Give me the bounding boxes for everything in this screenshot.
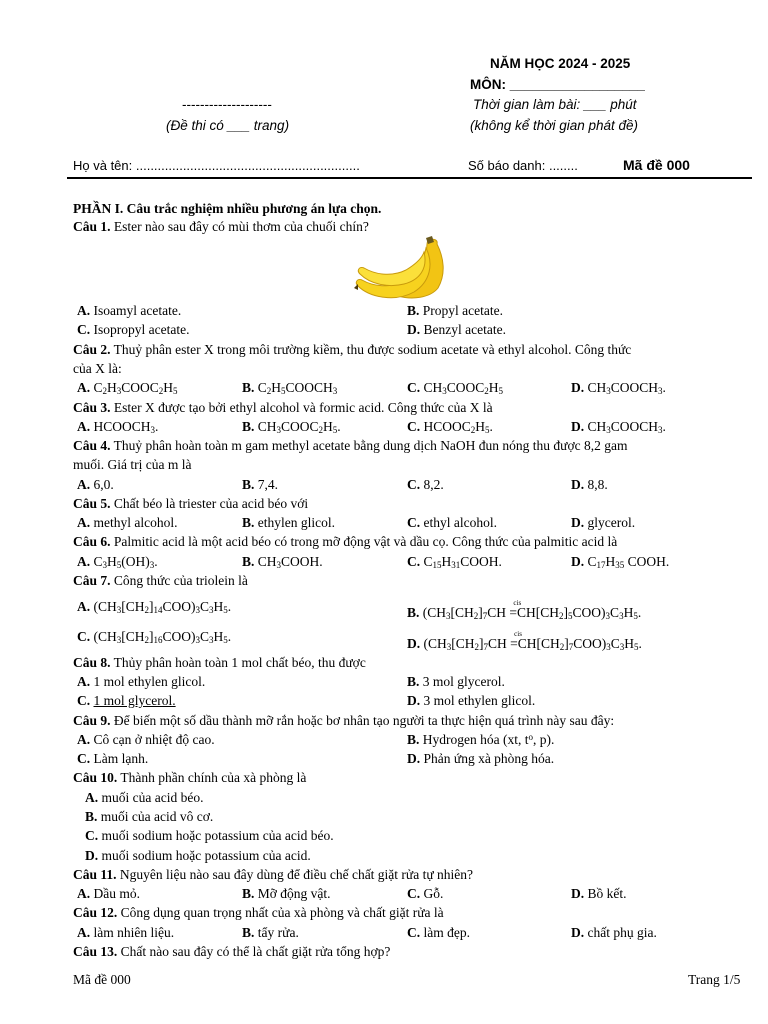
question-5: Câu 5. Chất béo là triester của acid béo với: [73, 496, 309, 511]
header-dashes: --------------------: [182, 97, 272, 112]
footer-exam-code: Mã đề 000: [73, 972, 131, 987]
banana-image: [350, 234, 450, 302]
pages-note: (Đề thi có ___ trang): [166, 118, 290, 133]
student-id-field: Số báo danh: ........: [468, 158, 578, 173]
question-8: Câu 8. Thủy phân hoàn toàn 1 mol chất béo, thu được: [73, 655, 366, 670]
q4-option-b[interactable]: B. 7,4.: [242, 477, 279, 492]
q1-option-a[interactable]: A. Isoamyl acetate.: [77, 303, 182, 318]
subject-field: MÔN: __________________: [470, 77, 645, 92]
name-field: Họ và tên: ..............................................................: [73, 158, 360, 173]
q2-option-c[interactable]: C. $CH_3COOC_2H_5$: [407, 380, 504, 396]
q6-option-d[interactable]: D. $C_{17}H_{35}$ COOH.: [571, 554, 670, 570]
q12-option-a[interactable]: A. làm nhiên liệu.: [77, 925, 175, 940]
question-3: Câu 3. Ester X được tạo bởi ethyl alcohol và formic acid. Công thức của X là: [73, 400, 493, 415]
question-2: Câu 2. Thuỷ phân ester X trong môi trường kiềm, thu được sodium acetate và ethyl alcohol. Công thức: [73, 342, 632, 357]
q9-option-a[interactable]: A. Cô cạn ở nhiệt độ cao.: [77, 732, 215, 747]
q7-option-d[interactable]: D. ($CH_3[CH_2]_7CH$ cis $=CH[CH_2]_7COO)_3C_3H_5$.: [407, 634, 753, 653]
time-note: (không kể thời gian phát đề): [470, 118, 639, 133]
q4-option-c[interactable]: C. 8,2.: [407, 477, 444, 492]
question-1: Câu 1. Ester nào sau đây có mùi thơm của chuối chín?: [73, 219, 369, 234]
q11-option-b[interactable]: B. Mỡ động vật.: [242, 886, 331, 901]
q11-option-c[interactable]: C. Gỗ.: [407, 886, 444, 901]
q7-option-c[interactable]: C. $(CH_3[CH_2]_{16}COO)_3C_3H_5$.: [77, 629, 232, 645]
q5-option-d[interactable]: D. glycerol.: [571, 515, 636, 530]
q2-option-a[interactable]: A. $C_2H_3COOC_2H_5$: [77, 380, 178, 396]
q9-option-d[interactable]: D. Phản ứng xà phòng hóa.: [407, 751, 555, 766]
cis-label: cis: [513, 599, 522, 607]
question-7: Câu 7. Công thức của triolein là: [73, 573, 248, 588]
q5-option-c[interactable]: C. ethyl alcohol.: [407, 515, 497, 530]
q11-option-a[interactable]: A. Dầu mỏ.: [77, 886, 140, 901]
section-title: PHẦN I. Câu trắc nghiệm nhiều phương án lựa chọn.: [73, 201, 382, 216]
q3-option-d[interactable]: D. $CH_3COOCH_3$.: [571, 419, 666, 435]
q8-option-a[interactable]: A. 1 mol ethylen glicol.: [77, 674, 206, 689]
q5-option-a[interactable]: A. methyl alcohol.: [77, 515, 178, 530]
q5-option-b[interactable]: B. ethylen glicol.: [242, 515, 335, 530]
question-11: Câu 11. Nguyên liệu nào sau đây dùng để điều chế chất giặt rửa tự nhiên?: [73, 867, 474, 882]
q8-option-d[interactable]: D. 3 mol ethylen glicol.: [407, 693, 536, 708]
question-4-cont: muối. Giá trị của m là: [73, 457, 192, 472]
time-limit: Thời gian làm bài: ___ phút: [473, 97, 637, 112]
q10-option-a[interactable]: A. muối của acid béo.: [85, 790, 204, 805]
q3-option-a[interactable]: A. $HCOOCH_3$.: [77, 419, 159, 435]
q2-option-d[interactable]: D. $CH_3COOCH_3$.: [571, 380, 666, 396]
footer-page-number: Trang 1/5: [688, 972, 741, 987]
q1-option-b[interactable]: B. Propyl acetate.: [407, 303, 503, 318]
q6-option-b[interactable]: B. $CH_3COOH$.: [242, 554, 323, 570]
q8-option-c[interactable]: C. 1 mol glycerol.: [77, 693, 176, 708]
q11-option-d[interactable]: D. Bồ kết.: [571, 886, 627, 901]
q4-option-a[interactable]: A. 6,0.: [77, 477, 114, 492]
q10-option-d[interactable]: D. muối sodium hoặc potassium của acid.: [85, 848, 311, 863]
q6-option-a[interactable]: A. $C_3H_5(OH)_3$.: [77, 554, 158, 570]
school-year: NĂM HỌC 2024 - 2025: [490, 56, 631, 71]
question-9: Câu 9. Để biến một số dầu thành mỡ rắn hoặc bơ nhân tạo người ta thực hiện quá trình này sau đây:: [73, 713, 615, 728]
q7-option-a[interactable]: A. $(CH_3[CH_2]_{14}COO)_3C_3H_5$.: [77, 599, 232, 615]
q6-option-c[interactable]: C. $C_{15}H_{31}COOH$.: [407, 554, 502, 570]
question-10: Câu 10. Thành phần chính của xà phòng là: [73, 770, 307, 785]
question-12: Câu 12. Công dụng quan trọng nhất của xà phòng và chất giặt rửa là: [73, 905, 444, 920]
q1-option-d[interactable]: D. Benzyl acetate.: [407, 322, 506, 337]
q12-option-b[interactable]: B. tẩy rửa.: [242, 925, 299, 940]
q3-option-b[interactable]: B. $CH_3COOC_2H_5$.: [242, 419, 341, 435]
header-divider: [67, 177, 752, 179]
q3-option-c[interactable]: C. $HCOOC_2H_5$.: [407, 419, 493, 435]
q10-option-b[interactable]: B. muối của acid vô cơ.: [85, 809, 214, 824]
q2-option-b[interactable]: B. $C_2H_5COOCH_3$: [242, 380, 338, 396]
question-2-cont: của X là:: [73, 361, 122, 376]
q9-option-c[interactable]: C. Làm lạnh.: [77, 751, 149, 766]
question-6: Câu 6. Palmitic acid là một acid béo có trong mỡ động vật và dầu cọ. Công thức của palmitic acid là: [73, 534, 618, 549]
q12-option-d[interactable]: D. chất phụ gia.: [571, 925, 657, 940]
question-13: Câu 13. Chất nào sau đây có thể là chất giặt rửa tổng hợp?: [73, 944, 391, 959]
q8-option-b[interactable]: B. 3 mol glycerol.: [407, 674, 505, 689]
q9-option-b[interactable]: B. Hydrogen hóa (xt, $t^o$, p).: [407, 732, 555, 747]
q7-option-b[interactable]: B. ($CH_3[CH_2]_7CH$ cis $=CH[CH_2]_5COO)_3C_3H_5$.: [407, 603, 753, 622]
q12-option-c[interactable]: C. làm đẹp.: [407, 925, 470, 940]
question-4: Câu 4. Thuỷ phân hoàn toàn m gam methyl acetate bằng dung dịch NaOH đun nóng thu được 8,2 gam: [73, 438, 628, 453]
cis-label: cis: [514, 630, 522, 638]
q4-option-d[interactable]: D. 8,8.: [571, 477, 608, 492]
exam-code: Mã đề 000: [623, 157, 690, 173]
q10-option-c[interactable]: C. muối sodium hoặc potassium của acid béo.: [85, 828, 334, 843]
q1-option-c[interactable]: C. Isopropyl acetate.: [77, 322, 190, 337]
